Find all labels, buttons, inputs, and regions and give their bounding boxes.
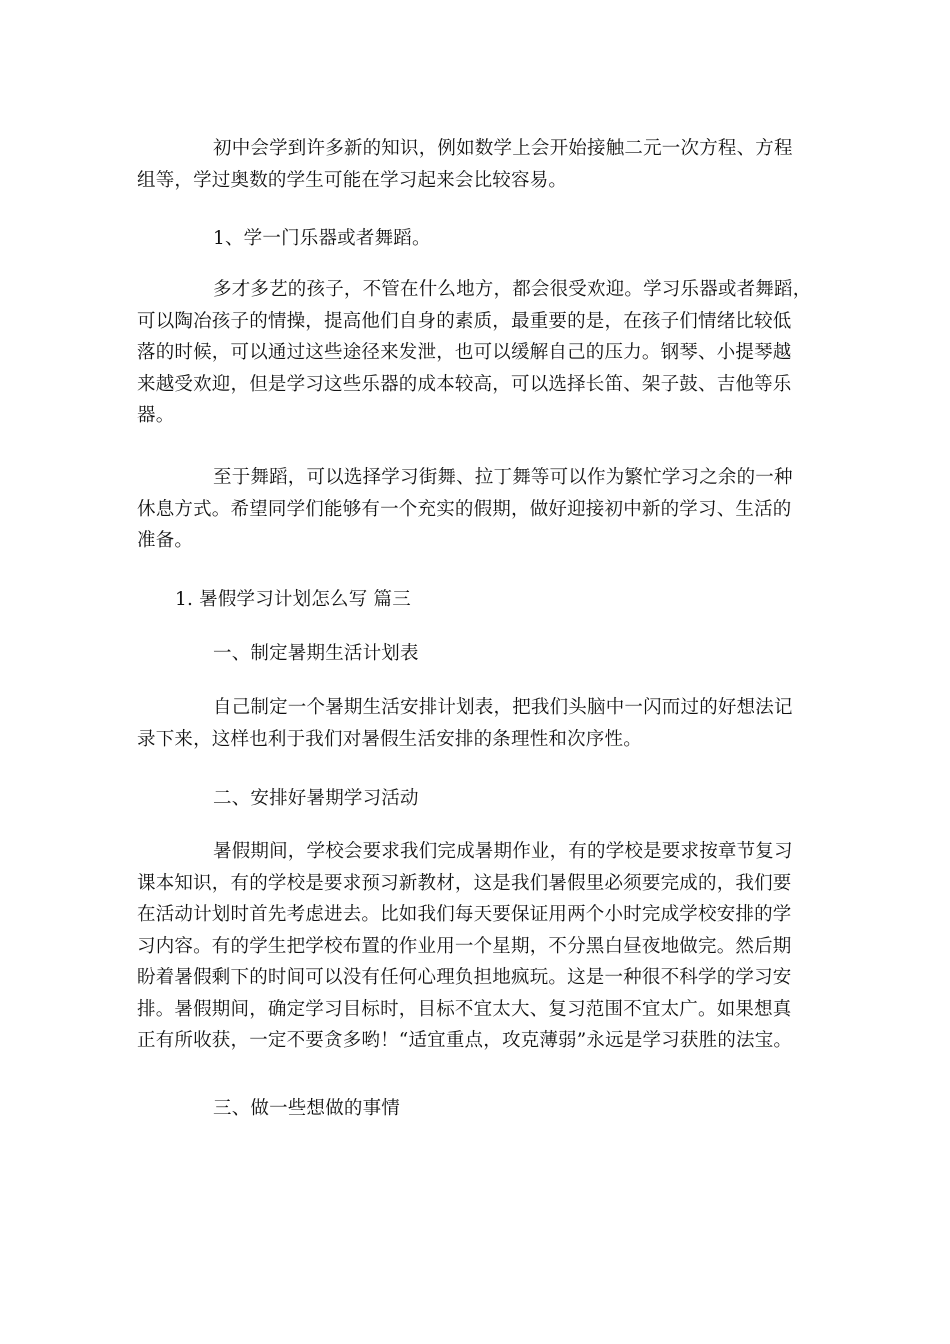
paragraph-dance bbox=[137, 462, 817, 557]
paragraph-line: 正有所收获，一定不要贪多哟！“适宜重点，攻克薄弱”永远是学习获胜的法宝。 bbox=[137, 1030, 793, 1051]
heading-text: 1、学一门乐器或者舞蹈。 bbox=[213, 228, 431, 249]
paragraph-line: 至于舞蹈，可以选择学习街舞、拉丁舞等可以作为繁忙学习之余的一种 bbox=[213, 467, 793, 488]
paragraph-line: 休息方式。希望同学们能够有一个充实的假期，做好迎接初中新的学习、生活的 bbox=[137, 498, 792, 520]
paragraph-line: 暑假期间，学校会要求我们完成暑期作业，有的学校是要求按章节复习 bbox=[213, 841, 793, 862]
paragraph-line: 自己制定一个暑期生活安排计划表，把我们头脑中一闪而过的好想法记 bbox=[213, 697, 793, 718]
paragraph-line: 在活动计划时首先考虑进去。比如我们每天要保证用两个小时完成学校安排的学 bbox=[137, 904, 792, 925]
paragraph-line: 盼着暑假剩下的时间可以没有任何心理负担地疯玩。这是一种很不科学的学习安 bbox=[137, 967, 792, 988]
heading-text: 二、安排好暑期学习活动 bbox=[213, 788, 419, 809]
paragraph-line: 准备。 bbox=[137, 530, 194, 551]
paragraph-line: 落的时候，可以通过这些途径来发泄，也可以缓解自己的压力。钢琴、小提琴越 bbox=[137, 342, 792, 363]
heading-instrument-dance bbox=[137, 223, 817, 255]
heading-things-to-do bbox=[137, 1093, 817, 1125]
paragraph-study-activities bbox=[137, 836, 817, 1057]
paragraph-line: 组等，学过奥数的学生可能在学习起来会比较容易。 bbox=[137, 169, 568, 191]
paragraph-intro bbox=[137, 133, 817, 196]
heading-text: 一、制定暑期生活计划表 bbox=[213, 643, 419, 664]
heading-plan-table bbox=[137, 638, 817, 670]
paragraph-line: 可以陶冶孩子的情操，提高他们自身的素质，最重要的是，在孩子们情绪比较低 bbox=[137, 310, 792, 332]
paragraph-line: 器。 bbox=[137, 405, 175, 426]
heading-study-activities bbox=[137, 783, 817, 815]
paragraph-line: 多才多艺的孩子，不管在什么地方，都会很受欢迎。学习乐器或者舞蹈， bbox=[213, 279, 812, 300]
paragraph-line: 习内容。有的学生把学校布置的作业用一个星期，不分黑白昼夜地做完。然后期 bbox=[137, 935, 792, 957]
paragraph-line: 来越受欢迎，但是学习这些乐器的成本较高，可以选择长笛、架子鼓、吉他等乐 bbox=[137, 373, 792, 395]
paragraph-line: 排。暑假期间，确定学习目标时，目标不宜太大、复习范围不宜太广。如果想真 bbox=[137, 998, 792, 1020]
paragraph-line: 录下来，这样也利于我们对暑假生活安排的条理性和次序性。 bbox=[137, 728, 642, 750]
paragraph-instrument bbox=[137, 274, 817, 432]
paragraph-line: 初中会学到许多新的知识，例如数学上会开始接触二元一次方程、方程 bbox=[213, 138, 793, 159]
section-title-text: 1. 暑假学习计划怎么写 篇三 bbox=[175, 589, 411, 610]
paragraph-line: 课本知识，有的学校是要求预习新教材，这是我们暑假里必须要完成的，我们要 bbox=[137, 872, 792, 894]
paragraph-plan-table bbox=[137, 692, 817, 755]
heading-text: 三、做一些想做的事情 bbox=[213, 1098, 401, 1119]
section-title bbox=[137, 584, 817, 616]
